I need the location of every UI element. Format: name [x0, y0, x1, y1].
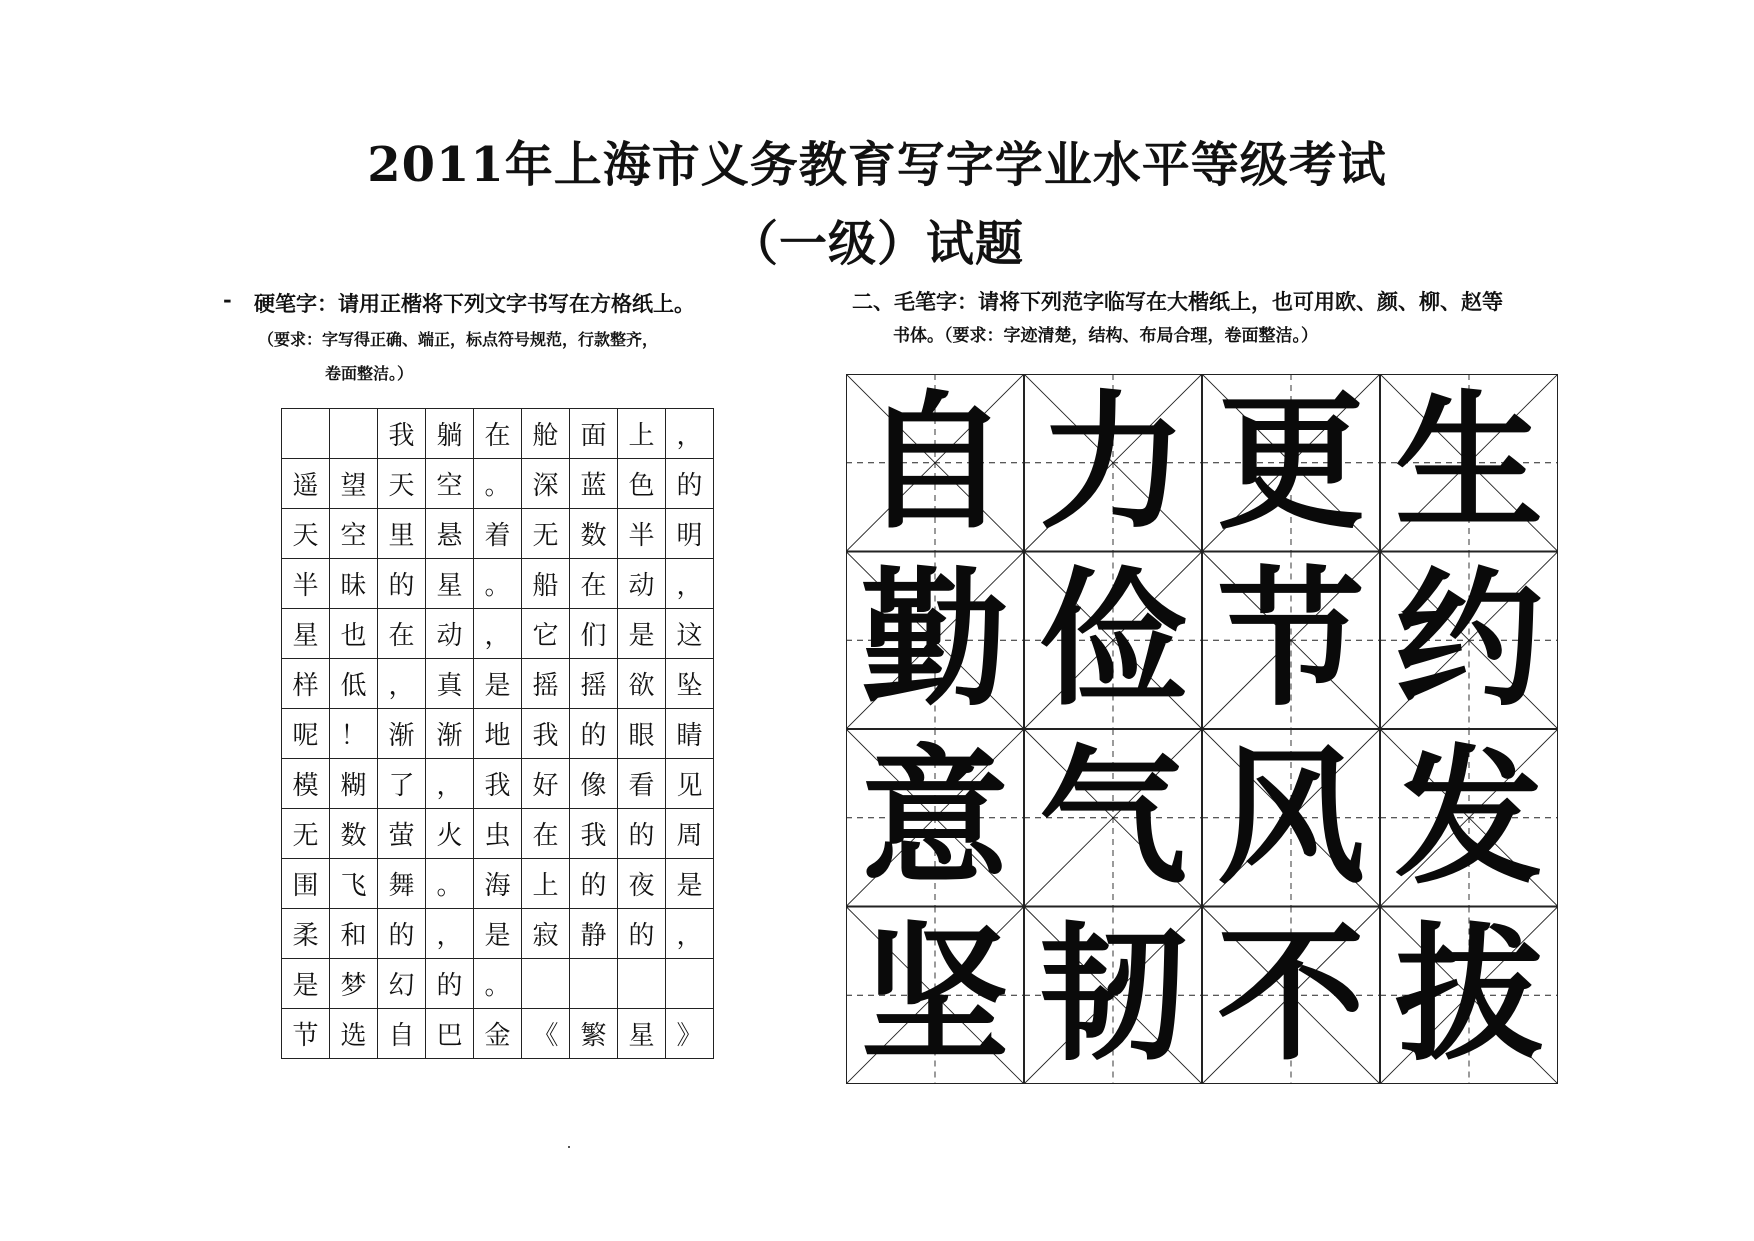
- grid-cell: 望: [330, 459, 378, 509]
- grid-cell: 飞: [330, 859, 378, 909]
- grid-row: [282, 1009, 714, 1059]
- grid-cell: 舱: [522, 409, 570, 459]
- grid-cell: ，: [666, 409, 714, 459]
- grid-cell: 摇: [570, 659, 618, 709]
- grid-row: [282, 909, 714, 959]
- grid-cell: 我: [570, 809, 618, 859]
- grid-cell: 动: [426, 609, 474, 659]
- grid-cell: 渐: [426, 709, 474, 759]
- brush-cell: [1380, 374, 1558, 551]
- brush-cell: [846, 552, 1024, 729]
- brush-cell: [1024, 552, 1202, 729]
- brush-character: 约: [1395, 554, 1543, 726]
- grid-cell: 糊: [330, 759, 378, 809]
- grid-cell: 在: [570, 559, 618, 609]
- brush-character: 自: [861, 376, 1009, 549]
- grid-cell: 天: [378, 459, 426, 509]
- grid-cell: 明: [666, 509, 714, 559]
- grid-cell: 星: [426, 559, 474, 609]
- grid-cell: 无: [522, 509, 570, 559]
- grid-cell: 。: [474, 959, 522, 1009]
- grid-cell: 金: [474, 1009, 522, 1059]
- grid-cell: 模: [282, 759, 330, 809]
- grid-cell: 周: [666, 809, 714, 859]
- brush-character: 不: [1217, 909, 1365, 1081]
- grid-cell: [618, 959, 666, 1009]
- brush-character: 力: [1039, 376, 1187, 549]
- grid-cell: 夜: [618, 859, 666, 909]
- grid-cell: 了: [378, 759, 426, 809]
- grid-cell: 。: [426, 859, 474, 909]
- brush-character: 更: [1217, 376, 1365, 549]
- grid-cell: 我: [378, 409, 426, 459]
- grid-row: [282, 859, 714, 909]
- grid-cell: ，: [426, 759, 474, 809]
- grid-cell: 星: [282, 609, 330, 659]
- grid-cell: 眼: [618, 709, 666, 759]
- grid-row: [282, 959, 714, 1009]
- grid-cell: 空: [426, 459, 474, 509]
- grid-cell: 围: [282, 859, 330, 909]
- grid-cell: 也: [330, 609, 378, 659]
- grid-cell: 是: [282, 959, 330, 1009]
- grid-cell: 的: [570, 709, 618, 759]
- grid-cell: 面: [570, 409, 618, 459]
- brush-character: 发: [1395, 731, 1543, 904]
- brush-character: 俭: [1039, 554, 1187, 726]
- grid-cell: 遥: [282, 459, 330, 509]
- grid-cell: 是: [474, 909, 522, 959]
- section1-heading: 硬笔字：请用正楷将下列文字书写在方格纸上。: [254, 292, 695, 316]
- grid-cell: 是: [618, 609, 666, 659]
- grid-cell: 。: [474, 459, 522, 509]
- grid-row: [282, 659, 714, 709]
- brush-cell: [1202, 729, 1380, 906]
- section1-requirement-line2: 卷面整洁。）: [325, 364, 414, 383]
- brush-character: 勤: [861, 554, 1009, 726]
- grid-cell: 在: [522, 809, 570, 859]
- grid-cell: 空: [330, 509, 378, 559]
- exam-title: 2011年上海市义务教育写字学业水平等级考试: [367, 137, 1387, 193]
- brush-cell: [1202, 552, 1380, 729]
- brush-grid: [846, 374, 1558, 1084]
- grid-cell: 静: [570, 909, 618, 959]
- grid-row: [282, 709, 714, 759]
- grid-cell: 它: [522, 609, 570, 659]
- grid-cell: 着: [474, 509, 522, 559]
- grid-cell: 深: [522, 459, 570, 509]
- grid-row: [282, 509, 714, 559]
- brush-cell: [1380, 552, 1558, 729]
- grid-cell: 虫: [474, 809, 522, 859]
- scan-speck: [568, 1146, 570, 1148]
- section2-heading: 二、毛笔字：请将下列范字临写在大楷纸上，也可用欧、颜、柳、赵等: [852, 290, 1503, 314]
- grid-row: [282, 759, 714, 809]
- grid-cell: 梦: [330, 959, 378, 1009]
- hard-pen-grid: [281, 408, 714, 1059]
- grid-cell: 数: [570, 509, 618, 559]
- grid-cell: [522, 959, 570, 1009]
- grid-cell: 星: [618, 1009, 666, 1059]
- brush-character: 意: [861, 731, 1009, 904]
- grid-row: [282, 559, 714, 609]
- section1-marker: -: [223, 287, 232, 312]
- grid-cell: 渐: [378, 709, 426, 759]
- grid-cell: 寂: [522, 909, 570, 959]
- grid-cell: 是: [474, 659, 522, 709]
- grid-row: [282, 459, 714, 509]
- grid-cell: 地: [474, 709, 522, 759]
- grid-cell: 半: [282, 559, 330, 609]
- grid-cell: ，: [474, 609, 522, 659]
- grid-cell: 上: [618, 409, 666, 459]
- grid-cell: 的: [666, 459, 714, 509]
- grid-cell: ，: [378, 659, 426, 709]
- grid-cell: 在: [378, 609, 426, 659]
- grid-cell: 幻: [378, 959, 426, 1009]
- grid-cell: ，: [666, 559, 714, 609]
- grid-cell: 在: [474, 409, 522, 459]
- grid-cell: 摇: [522, 659, 570, 709]
- brush-cell: [846, 907, 1024, 1084]
- grid-cell: 动: [618, 559, 666, 609]
- grid-cell: [570, 959, 618, 1009]
- grid-cell: 半: [618, 509, 666, 559]
- grid-cell: 船: [522, 559, 570, 609]
- grid-cell: 选: [330, 1009, 378, 1059]
- grid-cell: 的: [426, 959, 474, 1009]
- grid-row: [282, 809, 714, 859]
- grid-cell: 海: [474, 859, 522, 909]
- grid-cell: 睛: [666, 709, 714, 759]
- brush-cell: [1380, 907, 1558, 1084]
- grid-cell: 坠: [666, 659, 714, 709]
- grid-cell: 上: [522, 859, 570, 909]
- grid-cell: 低: [330, 659, 378, 709]
- grid-cell: 是: [666, 859, 714, 909]
- grid-cell: 柔: [282, 909, 330, 959]
- grid-cell: 的: [618, 909, 666, 959]
- grid-cell: 舞: [378, 859, 426, 909]
- brush-cell: [1380, 729, 1558, 906]
- exam-subtitle: （一级）试题: [729, 216, 1024, 272]
- brush-cell: [1024, 729, 1202, 906]
- grid-cell: 样: [282, 659, 330, 709]
- grid-cell: 这: [666, 609, 714, 659]
- grid-cell: 我: [522, 709, 570, 759]
- grid-cell: 火: [426, 809, 474, 859]
- grid-cell: 节: [282, 1009, 330, 1059]
- grid-cell: 见: [666, 759, 714, 809]
- grid-cell: 欲: [618, 659, 666, 709]
- brush-character: 风: [1217, 731, 1365, 904]
- grid-cell: 们: [570, 609, 618, 659]
- grid-row: [282, 409, 714, 459]
- grid-cell: 看: [618, 759, 666, 809]
- grid-cell: 的: [570, 859, 618, 909]
- section2-heading-continued: 书体。（要求：字迹清楚，结构、布局合理，卷面整洁。）: [893, 326, 1318, 346]
- grid-cell: ，: [426, 909, 474, 959]
- grid-cell: 呢: [282, 709, 330, 759]
- brush-cell: [846, 374, 1024, 551]
- grid-cell: 繁: [570, 1009, 618, 1059]
- grid-cell: 的: [378, 909, 426, 959]
- grid-cell: [330, 409, 378, 459]
- grid-cell: [666, 959, 714, 1009]
- grid-cell: 我: [474, 759, 522, 809]
- grid-cell: 数: [330, 809, 378, 859]
- brush-cell: [1202, 374, 1380, 551]
- grid-cell: ！: [330, 709, 378, 759]
- grid-cell: 里: [378, 509, 426, 559]
- grid-cell: 像: [570, 759, 618, 809]
- brush-cell: [1202, 907, 1380, 1084]
- grid-cell: 的: [618, 809, 666, 859]
- grid-cell: 躺: [426, 409, 474, 459]
- brush-character: 气: [1039, 731, 1187, 904]
- grid-cell: 》: [666, 1009, 714, 1059]
- grid-cell: ，: [666, 909, 714, 959]
- grid-cell: 。: [474, 559, 522, 609]
- grid-cell: 萤: [378, 809, 426, 859]
- grid-cell: [282, 409, 330, 459]
- brush-character: 拔: [1395, 909, 1543, 1081]
- grid-cell: 天: [282, 509, 330, 559]
- grid-cell: 无: [282, 809, 330, 859]
- brush-cell: [1024, 374, 1202, 551]
- grid-cell: 悬: [426, 509, 474, 559]
- section1-requirement-line1: （要求：字写得正确、端正，标点符号规范，行款整齐，: [258, 330, 659, 349]
- grid-cell: 的: [378, 559, 426, 609]
- brush-cell: [1024, 907, 1202, 1084]
- grid-cell: 真: [426, 659, 474, 709]
- brush-character: 韧: [1039, 909, 1187, 1081]
- brush-character: 节: [1217, 554, 1365, 726]
- grid-cell: 昧: [330, 559, 378, 609]
- grid-cell: 巴: [426, 1009, 474, 1059]
- grid-row: [282, 609, 714, 659]
- grid-cell: 好: [522, 759, 570, 809]
- grid-cell: 色: [618, 459, 666, 509]
- grid-cell: 《: [522, 1009, 570, 1059]
- grid-cell: 和: [330, 909, 378, 959]
- brush-cell: [846, 729, 1024, 906]
- brush-character: 坚: [861, 909, 1009, 1081]
- grid-cell: 自: [378, 1009, 426, 1059]
- grid-cell: 蓝: [570, 459, 618, 509]
- brush-character: 生: [1395, 376, 1543, 549]
